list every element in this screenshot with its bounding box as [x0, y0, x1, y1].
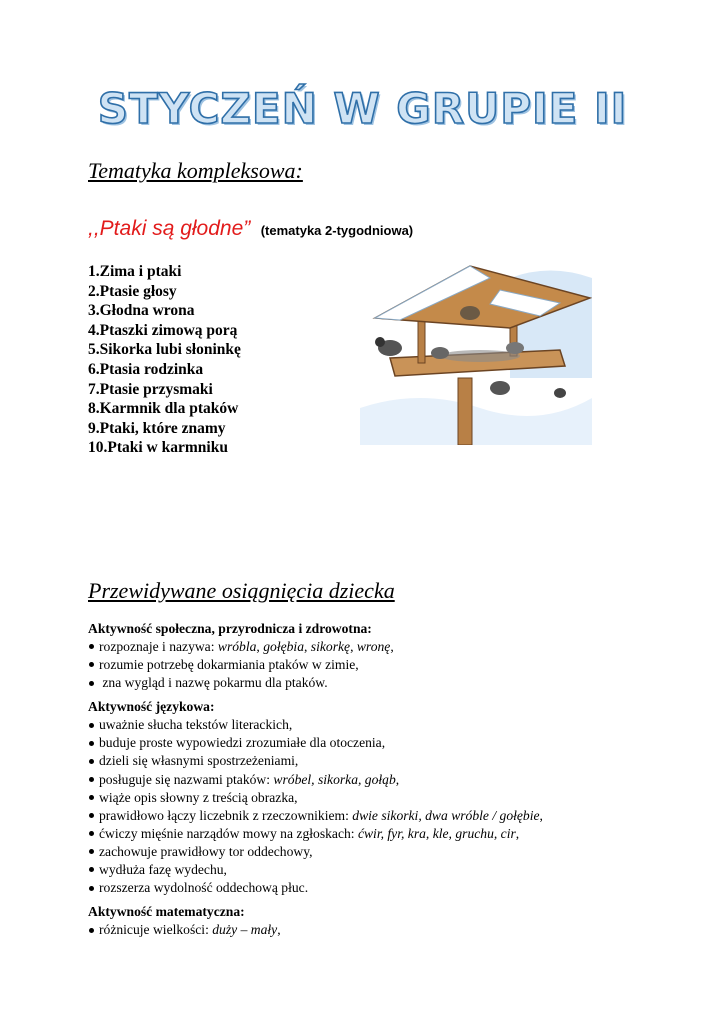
achievements-heading: Przewidywane osiągnięcia dziecka: [88, 578, 395, 603]
topic-item: 8.Karmnik dla ptaków: [88, 400, 239, 418]
achievement-text: prawidłowo łączy liczebnik z rzeczownikiem:: [99, 807, 353, 823]
bird-feeder-illustration-icon: [360, 258, 592, 445]
bullet-icon: [89, 831, 94, 836]
achievement-group-heading: Aktywność matematyczna:: [88, 904, 245, 920]
bullet-icon: [89, 795, 94, 800]
topic-item: 10.Ptaki w karmniku: [88, 439, 228, 457]
page-title: STYCZEŃ W GRUPIE II: [97, 84, 628, 133]
theme-line: [88, 217, 413, 241]
achievement-text: wydłuża fazę wydechu,: [99, 862, 227, 878]
achievement-item: [88, 771, 688, 789]
achievement-list: [88, 716, 688, 897]
bullet-icon: [89, 681, 94, 686]
achievement-text: zachowuje prawidłowy tor oddechowy,: [99, 843, 313, 859]
topic-item: 5.Sikorka lubi słoninkę: [88, 341, 241, 359]
achievement-text: buduje proste wypowiedzi zrozumiałe dla otoczenia,: [99, 735, 386, 751]
theme-duration-note: (tematyka 2-tygodniowa): [260, 223, 414, 238]
bullet-icon: [89, 741, 94, 746]
achievement-text: uważnie słucha tekstów literackich,: [99, 717, 293, 733]
achievement-item: [88, 807, 688, 825]
bullet-icon: [89, 759, 94, 764]
achievement-item: [88, 734, 688, 752]
achievement-group-heading: Aktywność społeczna, przyrodnicza i zdrowotna:: [88, 621, 372, 636]
achievement-item: [88, 789, 688, 807]
achievement-text: ,: [395, 771, 400, 787]
achievement-text: gołębia: [263, 639, 304, 654]
achievement-text: sikorkę: [310, 639, 351, 654]
achievement-item: [88, 825, 688, 843]
achievement-text: ,: [350, 639, 357, 654]
achievement-text: rozumie potrzebę dokarmiania ptaków w zimie,: [99, 657, 359, 673]
bullet-icon: [89, 867, 94, 872]
bullet-icon: [89, 813, 94, 818]
achievement-text: ćwiczy mięśnie narządów mowy na zgłoskach:: [99, 825, 358, 841]
achievement-list: [88, 921, 688, 939]
achievement-text: zna wygląd i nazwę pokarmu dla ptaków.: [99, 675, 328, 691]
achievement-text: wronę: [356, 639, 391, 654]
page-title-container: [0, 84, 725, 134]
achievements-section: [88, 620, 688, 945]
achievement-text: dwie sikorki, dwa wróble / gołębie: [352, 807, 540, 823]
achievement-text: ,: [515, 825, 520, 841]
achievement-text: wróbla: [217, 639, 257, 654]
achievement-group: [88, 903, 688, 939]
topic-item: 4.Ptaszki zimową porą: [88, 321, 238, 339]
topic-item: 1.Zima i ptaki: [88, 263, 182, 280]
bullet-icon: [89, 777, 94, 782]
achievement-text: ,: [277, 922, 281, 938]
topic-item: 7.Ptasie przysmaki: [88, 380, 213, 398]
achievement-item: [88, 879, 688, 897]
achievement-text: posługuje się nazwami ptaków:: [99, 771, 274, 787]
achievement-group-heading: Aktywność językowa:: [88, 699, 215, 715]
achievement-list: [88, 638, 688, 692]
bullet-icon: [89, 723, 94, 728]
achievement-text: dzieli się własnymi spostrzeżeniami,: [99, 753, 299, 769]
achievement-text: wiąże opis słowny z treścią obrazka,: [99, 789, 298, 805]
theme-title: ,,Ptaki są głodne”: [88, 217, 251, 240]
achievement-text: rozszerza wydolność oddechową płuc.: [99, 880, 309, 896]
bullet-icon: [89, 849, 94, 854]
achievement-group: [88, 620, 688, 692]
bullet-icon: [89, 886, 94, 891]
achievement-text: ,: [256, 639, 264, 654]
achievement-item: [88, 656, 688, 674]
topics-list: [88, 262, 241, 458]
achievement-item: [88, 638, 688, 656]
bullet-icon: [89, 662, 94, 667]
topic-item: 3.Głodna wrona: [88, 302, 195, 320]
achievement-text: duży – mały: [212, 922, 278, 938]
achievement-group: [88, 698, 688, 897]
bullet-icon: [89, 644, 94, 649]
achievement-text: ,: [539, 807, 543, 823]
topic-item: 2.Ptasie głosy: [88, 282, 177, 300]
achievement-text: rozpoznaje i nazywa:: [99, 639, 218, 654]
achievement-item: [88, 752, 688, 770]
achievement-item: [88, 861, 688, 879]
topic-item: 9.Ptaki, które znamy: [88, 419, 226, 437]
topic-item: 6.Ptasia rodzinka: [88, 360, 204, 378]
achievement-text: wróbel, sikorka, gołąb: [273, 771, 396, 787]
achievement-item: [88, 843, 688, 861]
achievement-text: ćwir, fyr, kra, kle, gruchu, cir: [357, 825, 516, 841]
theme-heading: Tematyka kompleksowa:: [88, 158, 303, 183]
achievement-item: [88, 716, 688, 734]
achievement-text: ,: [390, 639, 394, 654]
achievement-text: różnicuje wielkości:: [99, 922, 213, 938]
achievement-text: ,: [304, 639, 311, 654]
bullet-icon: [89, 928, 94, 933]
achievement-item: [88, 674, 688, 692]
achievement-item: [88, 921, 688, 939]
